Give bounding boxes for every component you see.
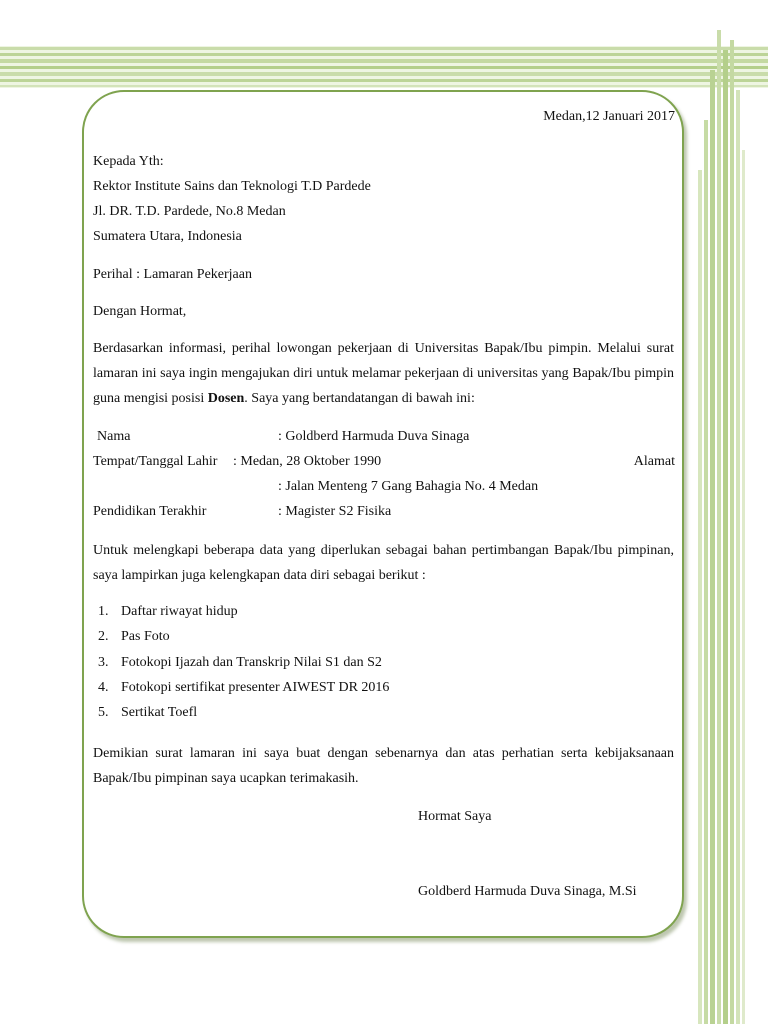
decorative-vertical-stripes [696,30,746,1024]
name-value: : Goldberd Harmuda Duva Sinaga [278,429,470,444]
attachment-item: Daftar riwayat hidup [121,604,238,619]
recipient-line-1: Rektor Institute Sains dan Teknologi T.D Pardede [93,179,371,194]
birth-label: Tempat/Tanggal Lahir [93,454,218,469]
attachment-number: 2. [98,629,109,644]
intro-text-end: . Saya yang bertandatangan di bawah ini: [244,391,475,406]
letter-date: Medan,12 Januari 2017 [543,109,675,124]
name-label: Nama [97,429,131,444]
birth-value: : Medan, 28 Oktober 1990 [233,454,382,469]
letter-salutation: Dengan Hormat, [93,304,187,319]
signature-name: Goldberd Harmuda Duva Sinaga, M.Si [418,884,637,899]
attachments-intro: Untuk melengkapi beberapa data yang diperlukan sebagai bahan pertimbangan Bapak/Ibu pimpinan, saya lampirkan juga kelengkapan data diri sebagai berikut : [93,543,674,583]
closing-paragraph: Demikian surat lamaran ini saya buat dengan sebenarnya dan atas perhatian serta kebijaksanaan Bapak/Ibu pimpinan saya ucapkan terimakasih. [93,746,674,786]
intro-text: Berdasarkan informasi, perihal lowongan pekerjaan di Universitas Bapak/Ibu pimpin. Melalui surat lamaran ini saya ingin mengajukan diri untuk melamar pekerjaan di universitas yang Bapak/Ibu pimpin guna mengisi posisi [93,341,674,406]
attachment-item: Fotokopi Ijazah dan Transkrip Nilai S1 dan S2 [121,655,382,670]
address-label: Alamat [633,454,675,469]
letter-subject: Perihal : Lamaran Pekerjaan [93,267,252,282]
signoff: Hormat Saya [418,809,492,824]
attachment-item: Pas Foto [121,629,170,644]
recipient-greeting: Kepada Yth: [93,154,164,169]
attachment-number: 4. [98,680,109,695]
decorative-horizontal-stripes [0,46,768,88]
attachment-number: 3. [98,655,109,670]
education-label: Pendidikan Terakhir [93,504,207,519]
attachment-item: Fotokopi sertifikat presenter AIWEST DR 2016 [121,680,390,695]
address-value: : Jalan Menteng 7 Gang Bahagia No. 4 Medan [278,479,539,494]
recipient-line-3: Sumatera Utara, Indonesia [93,229,242,244]
intro-paragraph [93,336,674,411]
attachment-item: Sertikat Toefl [121,705,198,720]
intro-position: Dosen [207,391,245,406]
attachment-number: 5. [98,705,109,720]
education-value: : Magister S2 Fisika [278,504,392,519]
attachment-number: 1. [98,604,109,619]
recipient-line-2: Jl. DR. T.D. Pardede, No.8 Medan [93,204,286,219]
